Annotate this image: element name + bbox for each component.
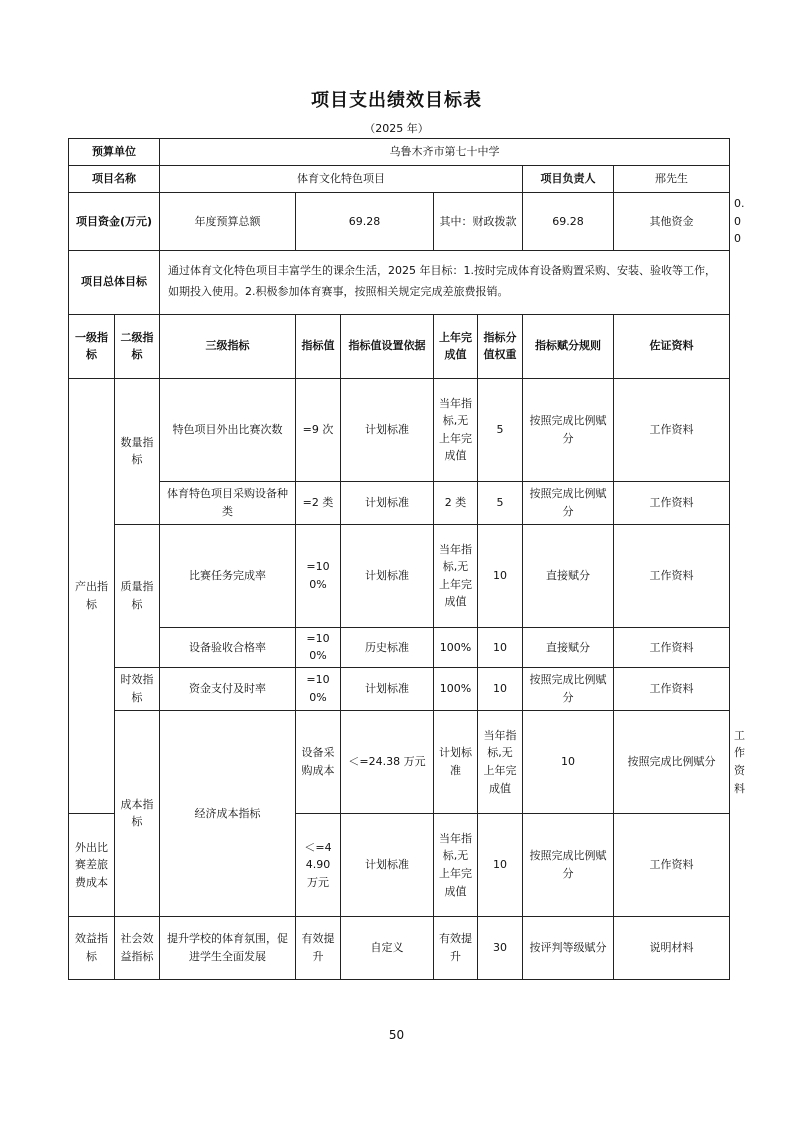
header-value: 指标值 bbox=[296, 314, 341, 378]
indicator-weight: 5 bbox=[478, 378, 523, 481]
indicator-weight: 10 bbox=[478, 627, 523, 667]
indicator-weight: 10 bbox=[523, 710, 614, 813]
indicator-name: 外出比赛差旅费成本 bbox=[69, 813, 115, 916]
indicator-weight: 10 bbox=[478, 813, 523, 916]
fiscal-funds-value: 69.28 bbox=[523, 193, 614, 251]
indicator-value: =9 次 bbox=[296, 378, 341, 481]
indicator-basis: 历史标准 bbox=[341, 627, 434, 667]
indicator-name: 特色项目外出比赛次数 bbox=[160, 378, 296, 481]
indicator-name: 比赛任务完成率 bbox=[160, 524, 296, 627]
annual-total-label: 年度预算总额 bbox=[160, 193, 296, 251]
indicator-value: ＜=44.90 万元 bbox=[296, 813, 341, 916]
header-basis: 指标值设置依据 bbox=[341, 314, 434, 378]
page-number: 50 bbox=[388, 1028, 405, 1042]
project-funds-label: 项目资金(万元) bbox=[69, 193, 160, 251]
performance-target-table: 预算单位 乌鲁木齐市第七十中学 项目名称 体育文化特色项目 项目负责人 邢先生 项目资金(万元) 年度预算总额 69.28 其中：财政拨款 69.28 其他资金 0.00 项目总体目标 通过体育文化特色项目丰富学生的课余生活，2025 年目标：1.按时完成体育设备购置采购、安装、验收等工作，如期投入使用。2.积极参加体育赛事，按照相关规定完成差旅费报销。 一级指标 二级指标 三级指标 指标值 指标值设置依据 上年完成值 指标分值权重 指标赋分规则 佐证资料 产出指标 数量指标 特色项目外出比赛次数 =9 次 计划标准 当年指标,无上年完成值 5 按照完成比例赋分 工作资料 体育特色项目采购设备种类 =2 类 计划标准 2 类 5 按照完成比例赋分 工作资料 质量指标 比赛任务完成率 =100% 计划标准 当年指标,无上年完成值 10 直接赋分 工作资料 设备验收合格率 =100% 历史标准 100% 10 直接赋分 工作资料 时效指标 资金支付及时率 =100% 计划标准 100% 10 按照完成比例赋分 工作资料 成本指标 经济成本指标 设备采购成本 ＜=24.38 万元 计划标准 当年指标,无上年完成值 10 按照完成比例赋分 工作资料 外出比赛差旅费成本 ＜=44.90 万元 计划标准 当年指标,无上年完成值 10 按照完成比例赋分 工作资料 效益指标 社会效益指标 提升学校的体育氛围，促进学生全面发展 有效提升 自定义 有效提升 30 按评判等级赋分 说明材料 bbox=[68, 138, 730, 980]
indicator-value: =100% bbox=[296, 627, 341, 667]
indicator-rule: 按照完成比例赋分 bbox=[523, 813, 614, 916]
project-name-label: 项目名称 bbox=[69, 166, 160, 193]
indicator-weight: 10 bbox=[478, 667, 523, 710]
other-funds-label: 其他资金 bbox=[614, 193, 730, 251]
indicator-weight: 5 bbox=[478, 481, 523, 524]
project-name-value: 体育文化特色项目 bbox=[160, 166, 523, 193]
document-title: 项目支出绩效目标表 bbox=[311, 90, 482, 111]
indicator-prev: 100% bbox=[434, 667, 478, 710]
project-leader-label: 项目负责人 bbox=[523, 166, 614, 193]
indicator-prev: 当年指标,无上年完成值 bbox=[434, 378, 478, 481]
indicator-value: =100% bbox=[296, 667, 341, 710]
header-evidence: 佐证资料 bbox=[614, 314, 730, 378]
annual-total-value: 69.28 bbox=[296, 193, 434, 251]
header-weight: 指标分值权重 bbox=[478, 314, 523, 378]
indicator-rule: 按照完成比例赋分 bbox=[523, 667, 614, 710]
indicator-value: ＜=24.38 万元 bbox=[341, 710, 434, 813]
subgroup-timeliness: 时效指标 bbox=[115, 667, 160, 710]
indicator-name: 体育特色项目采购设备种类 bbox=[160, 481, 296, 524]
indicator-evidence: 说明材料 bbox=[614, 916, 730, 979]
overall-goal-label: 项目总体目标 bbox=[69, 250, 160, 314]
indicator-basis: 计划标准 bbox=[341, 481, 434, 524]
subgroup-quality: 质量指标 bbox=[115, 524, 160, 667]
indicator-name: 设备采购成本 bbox=[296, 710, 341, 813]
header-level2: 二级指标 bbox=[115, 314, 160, 378]
subgroup-economic: 经济成本指标 bbox=[160, 710, 296, 916]
indicator-basis: 计划标准 bbox=[341, 524, 434, 627]
indicator-rule: 按照完成比例赋分 bbox=[523, 378, 614, 481]
indicator-value: =2 类 bbox=[296, 481, 341, 524]
indicator-basis: 自定义 bbox=[341, 916, 434, 979]
indicator-evidence: 工作资料 bbox=[614, 813, 730, 916]
indicator-name: 资金支付及时率 bbox=[160, 667, 296, 710]
indicator-rule: 直接赋分 bbox=[523, 627, 614, 667]
project-leader-value: 邢先生 bbox=[614, 166, 730, 193]
header-rule: 指标赋分规则 bbox=[523, 314, 614, 378]
indicator-evidence: 工作资料 bbox=[614, 481, 730, 524]
document-year: （2025 年） bbox=[364, 122, 429, 135]
indicator-rule: 按照完成比例赋分 bbox=[614, 710, 730, 813]
indicator-prev: 有效提升 bbox=[434, 916, 478, 979]
indicator-rule: 按照完成比例赋分 bbox=[523, 481, 614, 524]
indicator-basis: 计划标准 bbox=[341, 813, 434, 916]
overall-goal-text: 通过体育文化特色项目丰富学生的课余生活，2025 年目标：1.按时完成体育设备购置采购、安装、验收等工作，如期投入使用。2.积极参加体育赛事，按照相关规定完成差旅费报销。 bbox=[160, 250, 730, 314]
header-level1: 一级指标 bbox=[69, 314, 115, 378]
indicator-rule: 按评判等级赋分 bbox=[523, 916, 614, 979]
header-level3: 三级指标 bbox=[160, 314, 296, 378]
indicator-value: =100% bbox=[296, 524, 341, 627]
indicator-prev: 2 类 bbox=[434, 481, 478, 524]
indicator-basis: 计划标准 bbox=[341, 667, 434, 710]
indicator-evidence: 工作资料 bbox=[614, 627, 730, 667]
indicator-name: 设备验收合格率 bbox=[160, 627, 296, 667]
indicator-rule: 直接赋分 bbox=[523, 524, 614, 627]
budget-unit-value: 乌鲁木齐市第七十中学 bbox=[160, 139, 730, 166]
indicator-prev: 当年指标,无上年完成值 bbox=[434, 813, 478, 916]
indicator-basis: 计划标准 bbox=[434, 710, 478, 813]
subgroup-social: 社会效益指标 bbox=[115, 916, 160, 979]
fiscal-funds-label: 其中：财政拨款 bbox=[434, 193, 523, 251]
indicator-name: 提升学校的体育氛围，促进学生全面发展 bbox=[160, 916, 296, 979]
header-prev: 上年完成值 bbox=[434, 314, 478, 378]
indicator-evidence: 工作资料 bbox=[614, 524, 730, 627]
group-cost: 成本指标 bbox=[115, 710, 160, 916]
indicator-basis: 计划标准 bbox=[341, 378, 434, 481]
subgroup-quantity: 数量指标 bbox=[115, 378, 160, 524]
indicator-prev: 当年指标,无上年完成值 bbox=[434, 524, 478, 627]
indicator-evidence: 工作资料 bbox=[614, 667, 730, 710]
budget-unit-label: 预算单位 bbox=[69, 139, 160, 166]
indicator-weight: 30 bbox=[478, 916, 523, 979]
indicator-prev: 100% bbox=[434, 627, 478, 667]
group-benefit: 效益指标 bbox=[69, 916, 115, 979]
indicator-weight: 10 bbox=[478, 524, 523, 627]
indicator-prev: 当年指标,无上年完成值 bbox=[478, 710, 523, 813]
indicator-evidence: 工作资料 bbox=[614, 378, 730, 481]
group-output: 产出指标 bbox=[69, 378, 115, 813]
indicator-value: 有效提升 bbox=[296, 916, 341, 979]
